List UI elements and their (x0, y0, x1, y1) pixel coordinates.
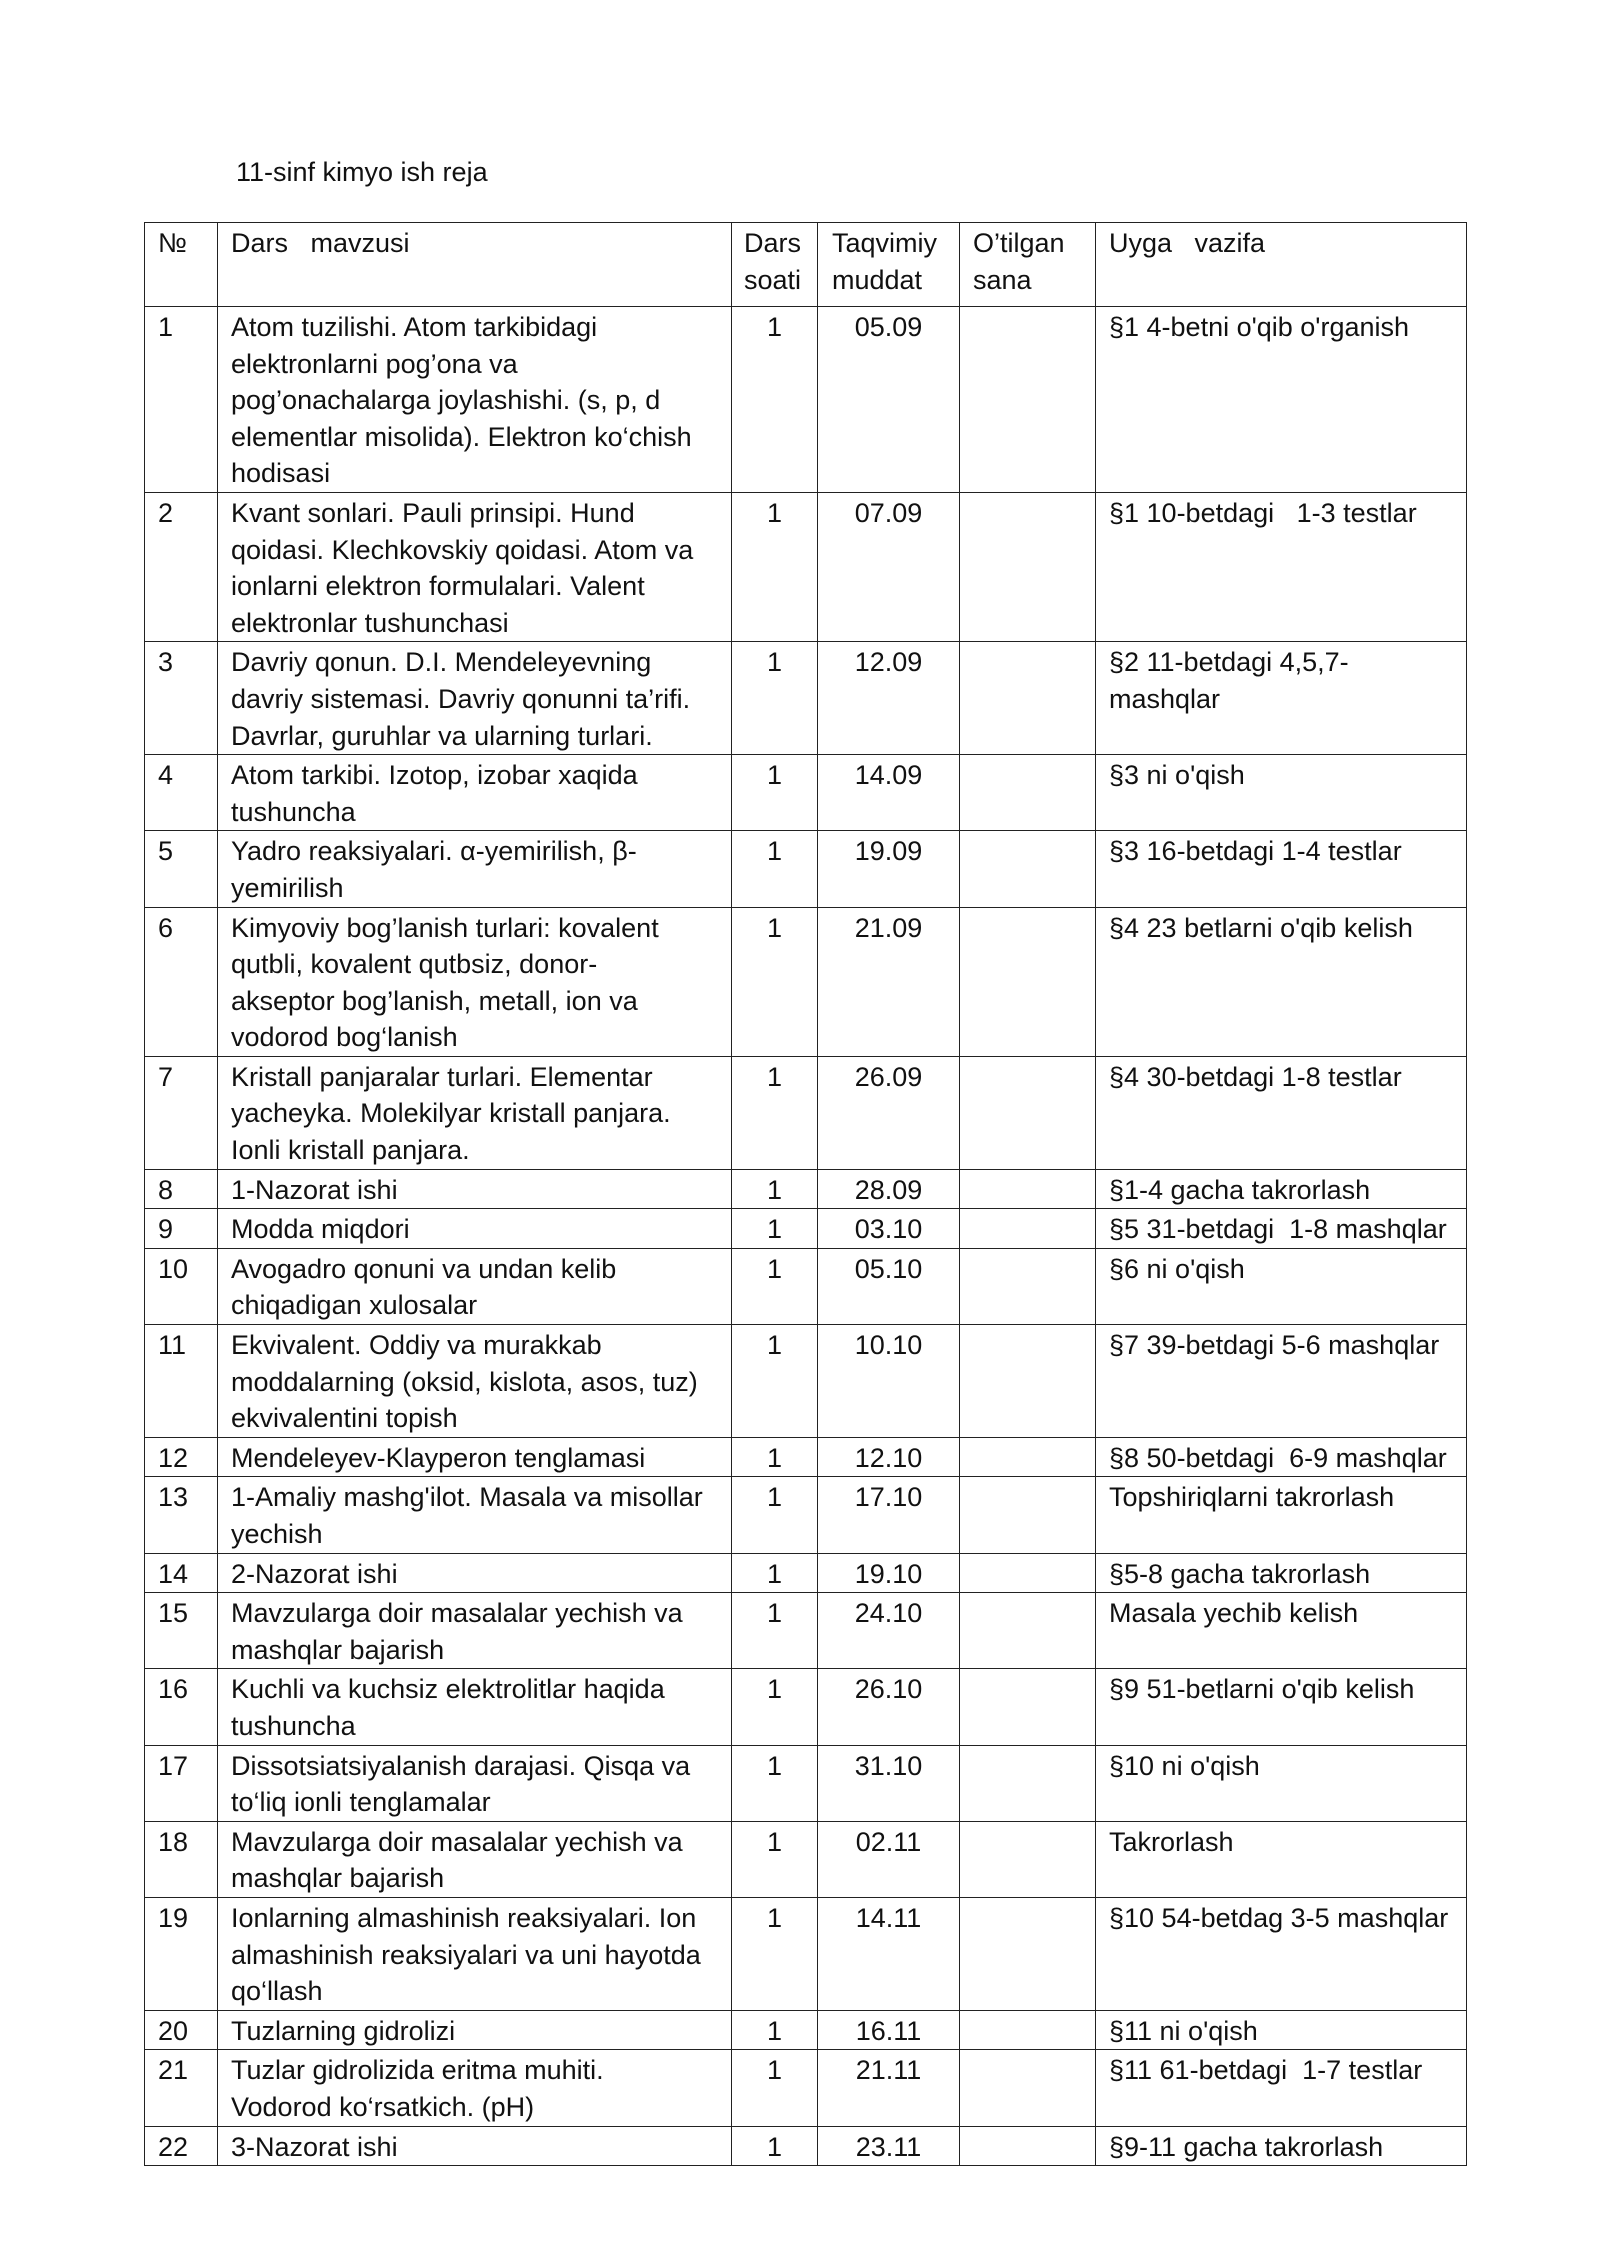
cell-planned-date: 26.10 (818, 1669, 960, 1745)
cell-planned-date: 26.09 (818, 1056, 960, 1169)
cell-hours: 1 (732, 2050, 818, 2126)
cell-number: 22 (145, 2126, 218, 2166)
table-row (145, 1897, 1467, 2010)
cell-number: 6 (145, 907, 218, 1056)
cell-topic: Tuzlarning gidrolizi (218, 2010, 732, 2050)
cell-planned-date: 16.11 (818, 2010, 960, 2050)
cell-homework: §5 31-betdagi 1-8 mashqlar (1096, 1209, 1467, 1249)
cell-planned-date: 21.11 (818, 2050, 960, 2126)
cell-hours: 1 (732, 1553, 818, 1593)
table-row (145, 2126, 1467, 2166)
cell-completed-date (960, 1669, 1096, 1745)
cell-homework: §10 ni o'qish (1096, 1745, 1467, 1821)
cell-hours: 1 (732, 2010, 818, 2050)
cell-completed-date (960, 1477, 1096, 1553)
cell-planned-date: 03.10 (818, 1209, 960, 1249)
cell-planned-date: 12.10 (818, 1437, 960, 1477)
cell-hours: 1 (732, 1056, 818, 1169)
cell-topic: Kimyoviy bog’lanish turlari: kovalent qutbli, kovalent qutbsiz, donor- akseptor bog’lanish, metall, ion va vodorod bog‘lanish (218, 907, 732, 1056)
cell-hours: 1 (732, 1169, 818, 1209)
cell-completed-date (960, 1593, 1096, 1669)
cell-completed-date (960, 2126, 1096, 2166)
table-row (145, 2050, 1467, 2126)
cell-completed-date (960, 1553, 1096, 1593)
cell-number: 12 (145, 1437, 218, 1477)
cell-completed-date (960, 1209, 1096, 1249)
cell-completed-date (960, 1745, 1096, 1821)
cell-hours: 1 (732, 1821, 818, 1897)
cell-planned-date: 07.09 (818, 492, 960, 641)
cell-homework: §5-8 gacha takrorlash (1096, 1553, 1467, 1593)
cell-hours: 1 (732, 1209, 818, 1249)
table-row (145, 755, 1467, 831)
cell-topic: Tuzlar gidrolizida eritma muhiti. Vodorod ko‘rsatkich. (pH) (218, 2050, 732, 2126)
table-body (145, 307, 1467, 2166)
cell-homework: §10 54-betdag 3-5 mashqlar (1096, 1897, 1467, 2010)
cell-completed-date (960, 307, 1096, 493)
cell-number: 4 (145, 755, 218, 831)
cell-homework: §4 30-betdagi 1-8 testlar (1096, 1056, 1467, 1169)
cell-completed-date (960, 1169, 1096, 1209)
cell-homework: §1-4 gacha takrorlash (1096, 1169, 1467, 1209)
cell-planned-date: 02.11 (818, 1821, 960, 1897)
cell-topic: Kristall panjaralar turlari. Elementar yacheyka. Molekilyar kristall panjara. Ionli kristall panjara. (218, 1056, 732, 1169)
cell-number: 5 (145, 831, 218, 907)
column-header-homework: Uyga vazifa (1096, 223, 1467, 307)
table-row (145, 1169, 1467, 1209)
cell-hours: 1 (732, 1593, 818, 1669)
cell-number: 15 (145, 1593, 218, 1669)
cell-number: 2 (145, 492, 218, 641)
cell-hours: 1 (732, 1745, 818, 1821)
cell-topic: 3-Nazorat ishi (218, 2126, 732, 2166)
cell-completed-date (960, 2010, 1096, 2050)
cell-planned-date: 21.09 (818, 907, 960, 1056)
cell-number: 1 (145, 307, 218, 493)
table-row (145, 1477, 1467, 1553)
cell-topic: Atom tarkibi. Izotop, izobar xaqida tushuncha (218, 755, 732, 831)
cell-topic: Mavzularga doir masalalar yechish va mashqlar bajarish (218, 1821, 732, 1897)
cell-number: 17 (145, 1745, 218, 1821)
cell-completed-date (960, 1897, 1096, 2010)
cell-completed-date (960, 1437, 1096, 1477)
cell-completed-date (960, 492, 1096, 641)
cell-topic: Kvant sonlari. Pauli prinsipi. Hund qoidasi. Klechkovskiy qoidasi. Atom va ionlarni elektron formulalari. Valent elektronlar tushunchasi (218, 492, 732, 641)
cell-hours: 1 (732, 307, 818, 493)
table-row (145, 1248, 1467, 1324)
table-row (145, 907, 1467, 1056)
cell-completed-date (960, 1821, 1096, 1897)
cell-homework: §1 10-betdagi 1-3 testlar (1096, 492, 1467, 641)
table-row (145, 1553, 1467, 1593)
cell-number: 20 (145, 2010, 218, 2050)
column-header-number: № (145, 223, 218, 307)
cell-number: 14 (145, 1553, 218, 1593)
cell-completed-date (960, 1325, 1096, 1438)
cell-planned-date: 19.09 (818, 831, 960, 907)
cell-completed-date (960, 2050, 1096, 2126)
cell-hours: 1 (732, 1325, 818, 1438)
cell-completed-date (960, 1248, 1096, 1324)
table-row (145, 1209, 1467, 1249)
cell-planned-date: 17.10 (818, 1477, 960, 1553)
cell-planned-date: 05.09 (818, 307, 960, 493)
cell-hours: 1 (732, 642, 818, 755)
cell-hours: 1 (732, 1477, 818, 1553)
table-row (145, 2010, 1467, 2050)
cell-planned-date: 14.09 (818, 755, 960, 831)
cell-hours: 1 (732, 2126, 818, 2166)
cell-planned-date: 31.10 (818, 1745, 960, 1821)
cell-completed-date (960, 1056, 1096, 1169)
cell-homework: Masala yechib kelish (1096, 1593, 1467, 1669)
cell-number: 10 (145, 1248, 218, 1324)
cell-homework: §9 51-betlarni o'qib kelish (1096, 1669, 1467, 1745)
cell-planned-date: 19.10 (818, 1553, 960, 1593)
cell-topic: Davriy qonun. D.I. Mendeleyevning davriy sistemasi. Davriy qonunni ta’rifi. Davrlar, guruhlar va ularning turlari. (218, 642, 732, 755)
cell-hours: 1 (732, 831, 818, 907)
cell-hours: 1 (732, 492, 818, 641)
table-row (145, 1669, 1467, 1745)
table-header-row (145, 223, 1467, 307)
cell-homework: Topshiriqlarni takrorlash (1096, 1477, 1467, 1553)
cell-number: 3 (145, 642, 218, 755)
cell-planned-date: 14.11 (818, 1897, 960, 2010)
cell-homework: §11 ni o'qish (1096, 2010, 1467, 2050)
cell-completed-date (960, 831, 1096, 907)
cell-planned-date: 24.10 (818, 1593, 960, 1669)
cell-topic: Yadro reaksiyalari. α-yemirilish, β- yemirilish (218, 831, 732, 907)
column-header-topic: Dars mavzusi (218, 223, 732, 307)
cell-planned-date: 23.11 (818, 2126, 960, 2166)
cell-number: 9 (145, 1209, 218, 1249)
table-row (145, 1437, 1467, 1477)
cell-number: 18 (145, 1821, 218, 1897)
cell-homework: §7 39-betdagi 5-6 mashqlar (1096, 1325, 1467, 1438)
table-row (145, 831, 1467, 907)
cell-homework: §8 50-betdagi 6-9 mashqlar (1096, 1437, 1467, 1477)
table-row (145, 492, 1467, 641)
table-row (145, 1056, 1467, 1169)
cell-topic: Atom tuzilishi. Atom tarkibidagi elektronlarni pog’ona va pog’onachalarga joylashishi. (s, p, d elementlar misolida). Elektron ko‘chish hodisasi (218, 307, 732, 493)
cell-hours: 1 (732, 907, 818, 1056)
cell-planned-date: 10.10 (818, 1325, 960, 1438)
lesson-plan-table (144, 222, 1467, 2166)
cell-planned-date: 05.10 (818, 1248, 960, 1324)
column-header-completed-date: O’tilgan sana (960, 223, 1096, 307)
cell-topic: 1-Amaliy mashg'ilot. Masala va misollar yechish (218, 1477, 732, 1553)
cell-topic: Dissotsiatsiyalanish darajasi. Qisqa va to‘liq ionli tenglamalar (218, 1745, 732, 1821)
cell-topic: Modda miqdori (218, 1209, 732, 1249)
cell-number: 16 (145, 1669, 218, 1745)
cell-homework: §3 ni o'qish (1096, 755, 1467, 831)
cell-homework: §1 4-betni o'qib o'rganish (1096, 307, 1467, 493)
cell-number: 21 (145, 2050, 218, 2126)
cell-homework: §11 61-betdagi 1-7 testlar (1096, 2050, 1467, 2126)
cell-topic: Ekvivalent. Oddiy va murakkab moddalarning (oksid, kislota, asos, tuz) ekvivalentini topish (218, 1325, 732, 1438)
cell-topic: Ionlarning almashinish reaksiyalari. Ion almashinish reaksiyalari va uni hayotda qo‘llash (218, 1897, 732, 2010)
cell-hours: 1 (732, 1897, 818, 2010)
page-title: 11-sinf kimyo ish reja (236, 157, 488, 187)
cell-number: 8 (145, 1169, 218, 1209)
column-header-hours: Dars soati (732, 223, 818, 307)
cell-topic: 2-Nazorat ishi (218, 1553, 732, 1593)
cell-topic: Kuchli va kuchsiz elektrolitlar haqida tushuncha (218, 1669, 732, 1745)
cell-homework: §3 16-betdagi 1-4 testlar (1096, 831, 1467, 907)
cell-planned-date: 28.09 (818, 1169, 960, 1209)
cell-homework: Takrorlash (1096, 1821, 1467, 1897)
table-row (145, 1325, 1467, 1438)
table-row (145, 1821, 1467, 1897)
cell-number: 11 (145, 1325, 218, 1438)
cell-topic: Mavzularga doir masalalar yechish va mashqlar bajarish (218, 1593, 732, 1669)
cell-hours: 1 (732, 1437, 818, 1477)
cell-topic: 1-Nazorat ishi (218, 1169, 732, 1209)
cell-hours: 1 (732, 755, 818, 831)
column-header-planned-date: Taqvimiy muddat (818, 223, 960, 307)
table-row (145, 1745, 1467, 1821)
table-row (145, 642, 1467, 755)
cell-topic: Mendeleyev-Klayperon tenglamasi (218, 1437, 732, 1477)
cell-hours: 1 (732, 1669, 818, 1745)
table-row (145, 1593, 1467, 1669)
cell-topic: Avogadro qonuni va undan kelib chiqadigan xulosalar (218, 1248, 732, 1324)
cell-homework: §4 23 betlarni o'qib kelish (1096, 907, 1467, 1056)
cell-hours: 1 (732, 1248, 818, 1324)
cell-homework: §9-11 gacha takrorlash (1096, 2126, 1467, 2166)
cell-planned-date: 12.09 (818, 642, 960, 755)
cell-completed-date (960, 907, 1096, 1056)
cell-homework: §2 11-betdagi 4,5,7- mashqlar (1096, 642, 1467, 755)
cell-number: 19 (145, 1897, 218, 2010)
table-row (145, 307, 1467, 493)
cell-number: 13 (145, 1477, 218, 1553)
cell-number: 7 (145, 1056, 218, 1169)
cell-completed-date (960, 642, 1096, 755)
cell-homework: §6 ni o'qish (1096, 1248, 1467, 1324)
cell-completed-date (960, 755, 1096, 831)
